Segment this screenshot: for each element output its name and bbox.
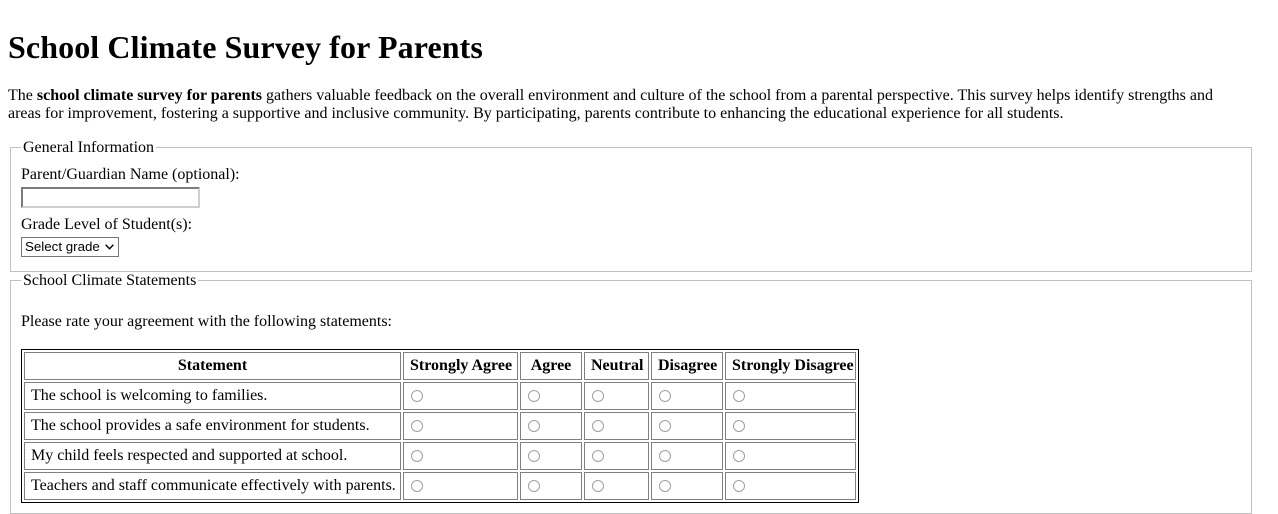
rating-cell-agree[interactable]	[520, 382, 582, 410]
rating-cell-neutral[interactable]	[584, 472, 649, 500]
table-header-row	[24, 352, 856, 380]
rating-cell-disagree[interactable]	[651, 442, 723, 470]
rating-cell-agree[interactable]	[520, 412, 582, 440]
column-header-disagree: Disagree	[651, 352, 723, 380]
rating-cell-neutral[interactable]	[584, 442, 649, 470]
rating-cell-strongly-agree[interactable]	[403, 442, 518, 470]
radio-neutral[interactable]	[592, 480, 604, 492]
radio-agree[interactable]	[528, 390, 540, 402]
school-climate-statements-fieldset	[10, 272, 1252, 514]
parent-name-input[interactable]	[21, 187, 200, 208]
grade-level-select[interactable]	[21, 237, 119, 257]
radio-disagree[interactable]	[659, 480, 671, 492]
rating-cell-strongly-disagree[interactable]	[725, 412, 856, 440]
rating-cell-strongly-disagree[interactable]	[725, 442, 856, 470]
rating-cell-neutral[interactable]	[584, 382, 649, 410]
radio-agree[interactable]	[528, 450, 540, 462]
rating-cell-strongly-agree[interactable]	[403, 472, 518, 500]
table-row	[24, 472, 856, 500]
climate-rating-table	[21, 349, 859, 503]
radio-strongly-disagree[interactable]	[733, 390, 745, 402]
intro-text-prefix: The	[8, 86, 37, 104]
rating-cell-disagree[interactable]	[651, 382, 723, 410]
radio-neutral[interactable]	[592, 390, 604, 402]
page-title: School Climate Survey for Parents	[8, 29, 483, 65]
radio-disagree[interactable]	[659, 450, 671, 462]
rating-cell-strongly-disagree[interactable]	[725, 472, 856, 500]
column-header-agree: Agree	[520, 352, 582, 380]
radio-strongly-agree[interactable]	[411, 420, 423, 432]
school-climate-legend: School Climate Statements	[23, 271, 197, 289]
radio-strongly-agree[interactable]	[411, 450, 423, 462]
grade-level-select-wrapper	[21, 237, 119, 257]
radio-strongly-disagree[interactable]	[733, 420, 745, 432]
radio-disagree[interactable]	[659, 390, 671, 402]
general-information-legend: General Information	[23, 138, 155, 156]
rating-prompt: Please rate your agreement with the following statements:	[21, 312, 392, 330]
radio-agree[interactable]	[528, 480, 540, 492]
column-header-strongly-agree: Strongly Agree	[403, 352, 518, 380]
rating-cell-strongly-agree[interactable]	[403, 382, 518, 410]
table-row	[24, 442, 856, 470]
grade-level-label: Grade Level of Student(s):	[21, 215, 193, 233]
radio-strongly-agree[interactable]	[411, 390, 423, 402]
rating-cell-disagree[interactable]	[651, 472, 723, 500]
column-header-neutral: Neutral	[584, 352, 649, 380]
intro-paragraph	[8, 87, 1230, 123]
statement-text: My child feels respected and supported at school.	[24, 442, 401, 470]
radio-strongly-disagree[interactable]	[733, 450, 745, 462]
general-information-fieldset	[10, 139, 1252, 272]
column-header-strongly-disagree: Strongly Disagree	[725, 352, 856, 380]
rating-cell-neutral[interactable]	[584, 412, 649, 440]
statement-text: The school provides a safe environment for students.	[24, 412, 401, 440]
statement-text: Teachers and staff communicate effectively with parents.	[24, 472, 401, 500]
table-row	[24, 412, 856, 440]
radio-strongly-disagree[interactable]	[733, 480, 745, 492]
rating-cell-agree[interactable]	[520, 442, 582, 470]
radio-neutral[interactable]	[592, 450, 604, 462]
rating-cell-agree[interactable]	[520, 472, 582, 500]
column-header-statement: Statement	[24, 352, 401, 380]
radio-strongly-agree[interactable]	[411, 480, 423, 492]
rating-cell-strongly-disagree[interactable]	[725, 382, 856, 410]
radio-agree[interactable]	[528, 420, 540, 432]
rating-cell-strongly-agree[interactable]	[403, 412, 518, 440]
intro-text-suffix: gathers valuable feedback on the overall environment and culture of the school from a parental perspective. This survey helps identify strengths and areas for improvement, fostering a supportive and inclusive community. By participating, parents contribute to enhancing the educational experience for all students.	[8, 86, 1213, 122]
intro-text-bold: school climate survey for parents	[36, 86, 263, 104]
parent-name-label: Parent/Guardian Name (optional):	[21, 165, 240, 183]
rating-cell-disagree[interactable]	[651, 412, 723, 440]
table-row	[24, 382, 856, 410]
radio-neutral[interactable]	[592, 420, 604, 432]
statement-text: The school is welcoming to families.	[24, 382, 401, 410]
radio-disagree[interactable]	[659, 420, 671, 432]
